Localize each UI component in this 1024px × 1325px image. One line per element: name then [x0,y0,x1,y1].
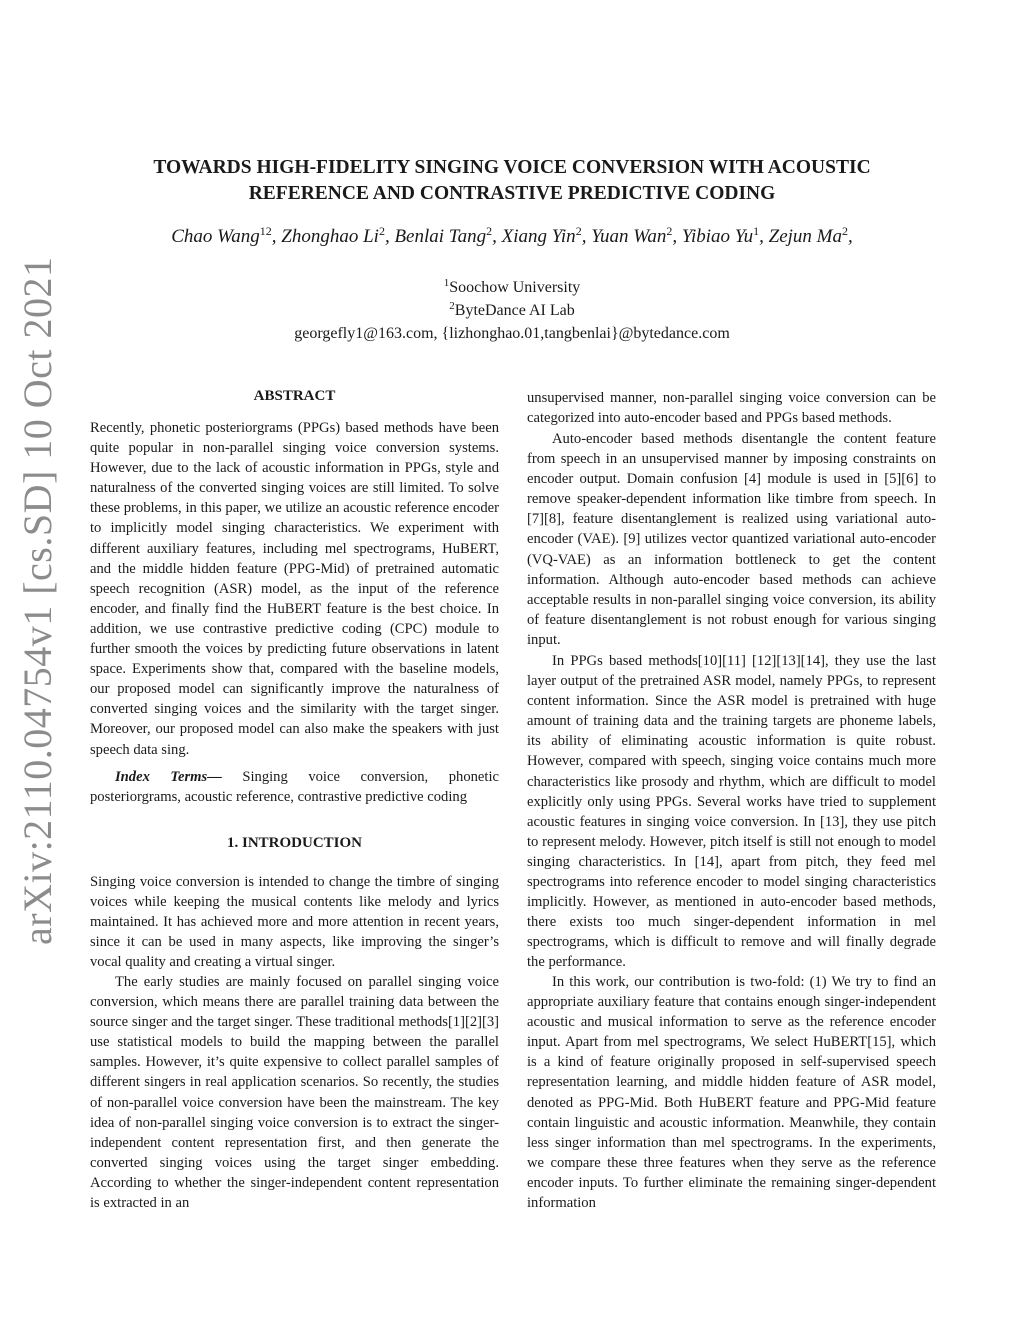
title-line-2: REFERENCE AND CONTRASTIVE PREDICTIVE CODING [248,183,776,204]
paper-title [0,155,1024,207]
introduction-heading: 1. INTRODUCTION [226,835,362,851]
author: Chao Wang$^{12}$ [171,224,272,247]
author: Xiang Yin$^2$ [501,224,582,247]
intro-paragraph-2: The early studies are mainly focused on parallel singing voice conversion, which means there are parallel training data between the source singer and the target singer. These traditional methods[1][2][3] use statistical models to build the mapping between the parallel samples. However, it’s quite expensive to collect parallel samples of different singers in real application scenarios. So recently, the studies of non-parallel voice conversion have been the mainstream. The key idea of non-parallel singing voice conversion is to extract the singer-independent content representation first, and then generate the converted singing voices using the target singer embedding. According to whether the singer-independent content representation is extracted in an [90,974,499,1212]
author: Yuan Wan$^2$ [591,224,673,247]
intro-paragraph-4: Auto-encoder based methods disentangle the content feature from speech in an unsupervised manner by imposing constraints on encoder output. Domain confusion [4] module is used in [5][6] to remove speaker-dependent information like timbre from speech. In [7][8], feature disentanglement is realized using variational auto-encoder (VAE). [9] utilizes vector quantized variational auto-encoder (VQ-VAE) as an information bottleneck to get the content information. Although auto-encoder based methods can achieve acceptable results in non-parallel singing voice conversion, its ability of feature disentanglement is not robust enough for various singing input. [527,431,936,648]
arxiv-identifier: arXiv:2110.04754v1 [cs.SD] 10 Oct 2021 [15,256,60,945]
affiliation: $^2$ByteDance AI Lab [449,300,575,319]
affiliation: $^1$Soochow University [443,277,581,296]
author: Yibiao Yu$^1$ [681,224,760,247]
author: Zejun Ma$^2$ [768,224,848,247]
intro-paragraph-5: In PPGs based methods[10][11] [12][13][14], they use the last layer output of the pretrained ASR model, namely PPGs, to represent content information. Since the ASR model is pretrained with huge amount of training data and the training targets are phoneme labels, its ability of eliminating acoustic information is quite robust. However, compared with speech, singing voice contains much more characteristics like prosody and rhythm, which are difficult to model explicitly only using PPGs. Several works have tried to supplement acoustic features in singing voice conversion. In [13], they use pitch to represent melody. However, pitch itself is still not enough to model singing characteristics. In [14], apart from pitch, they feed mel spectrograms into reference encoder to model singing characteristics implicitly. However, as mentioned in auto-encoder based methods, there exists too much singer-dependent information in mel spectrograms, which is difficult to remove and will finally degrade the performance. [527,653,936,971]
abstract-text: Recently, phonetic posteriorgrams (PPGs) based methods have been quite popular in non-parallel singing voice conversion systems. However, due to the lack of acoustic information in PPGs, style and naturalness of the converted singing voices are still limited. To solve these problems, in this paper, we utilize an acoustic reference encoder to implicitly model singing characteristics. We experiment with different auxiliary features, including mel spectrograms, HuBERT, and the middle hidden feature (PPG-Mid) of pretrained automatic speech recognition (ASR) model, as the input of the reference encoder, and finally find the HuBERT feature is the best choice. In addition, we use contrastive predictive coding (CPC) module to further smooth the voices by predicting future observations in latent space. Experiments show that, compared with the baseline models, our proposed model can significantly improve the naturalness of converted singing voices and the similarity with the target singer. Moreover, our proposed model can also make the speakers with just speech data sing. [90,420,499,758]
intro-paragraph-3: unsupervised manner, non-parallel singing voice conversion can be categorized into auto-encoder based and PPGs based methods. [527,390,936,427]
title-line-1: TOWARDS HIGH-FIDELITY SINGING VOICE CONVERSION WITH ACOUSTIC [153,157,871,178]
author: Benlai Tang$^2$ [394,224,493,247]
intro-paragraph-6: In this work, our contribution is two-fold: (1) We try to find an appropriate auxiliary feature that contains enough singer-independent acoustic and musical information to serve as the reference encoder input. Apart from mel spectrograms, We select HuBERT[15], which is a kind of feature originally proposed in self-supervised speech representation learning, and middle hidden feature of ASR model, denoted as PPG-Mid. Both HuBERT feature and PPG-Mid feature contain linguistic and acoustic information. Meanwhile, they contain less singer information than mel spectrograms. In the experiments, we compare these three features when they serve as the reference encoder inputs. To further eliminate the remaining singer-dependent information [527,974,936,1212]
author-list: Chao Wang$^{12}$, Zhonghao Li$^2$, Benlai Tang$^2$, Xiang Yin$^2$, Yuan Wan$^2$, Yibiao Yu$^1$, Zejun Ma$^2$, [171,224,853,247]
abstract-heading: ABSTRACT [253,388,336,404]
index-terms [90,767,499,807]
affiliations [0,276,1024,345]
intro-paragraph-1: Singing voice conversion is intended to change the timbre of singing voices while keeping the musical contents like melody and lyrics maintained. It has achieved more and more attention in recent years, since it can be used in many aspects, like improving the singer’s vocal quality and creating a virtual singer. [90,874,499,971]
index-terms-text: Singing voice conversion, phonetic posteriorgrams, acoustic reference, contrastive predictive coding [90,769,499,806]
author: Zhonghao Li$^2$ [281,224,385,247]
index-terms-label: Index Terms— [115,769,222,785]
author-emails: georgefly1@163.com, {lizhonghao.01,tangbenlai}@bytedance.com [294,325,730,342]
